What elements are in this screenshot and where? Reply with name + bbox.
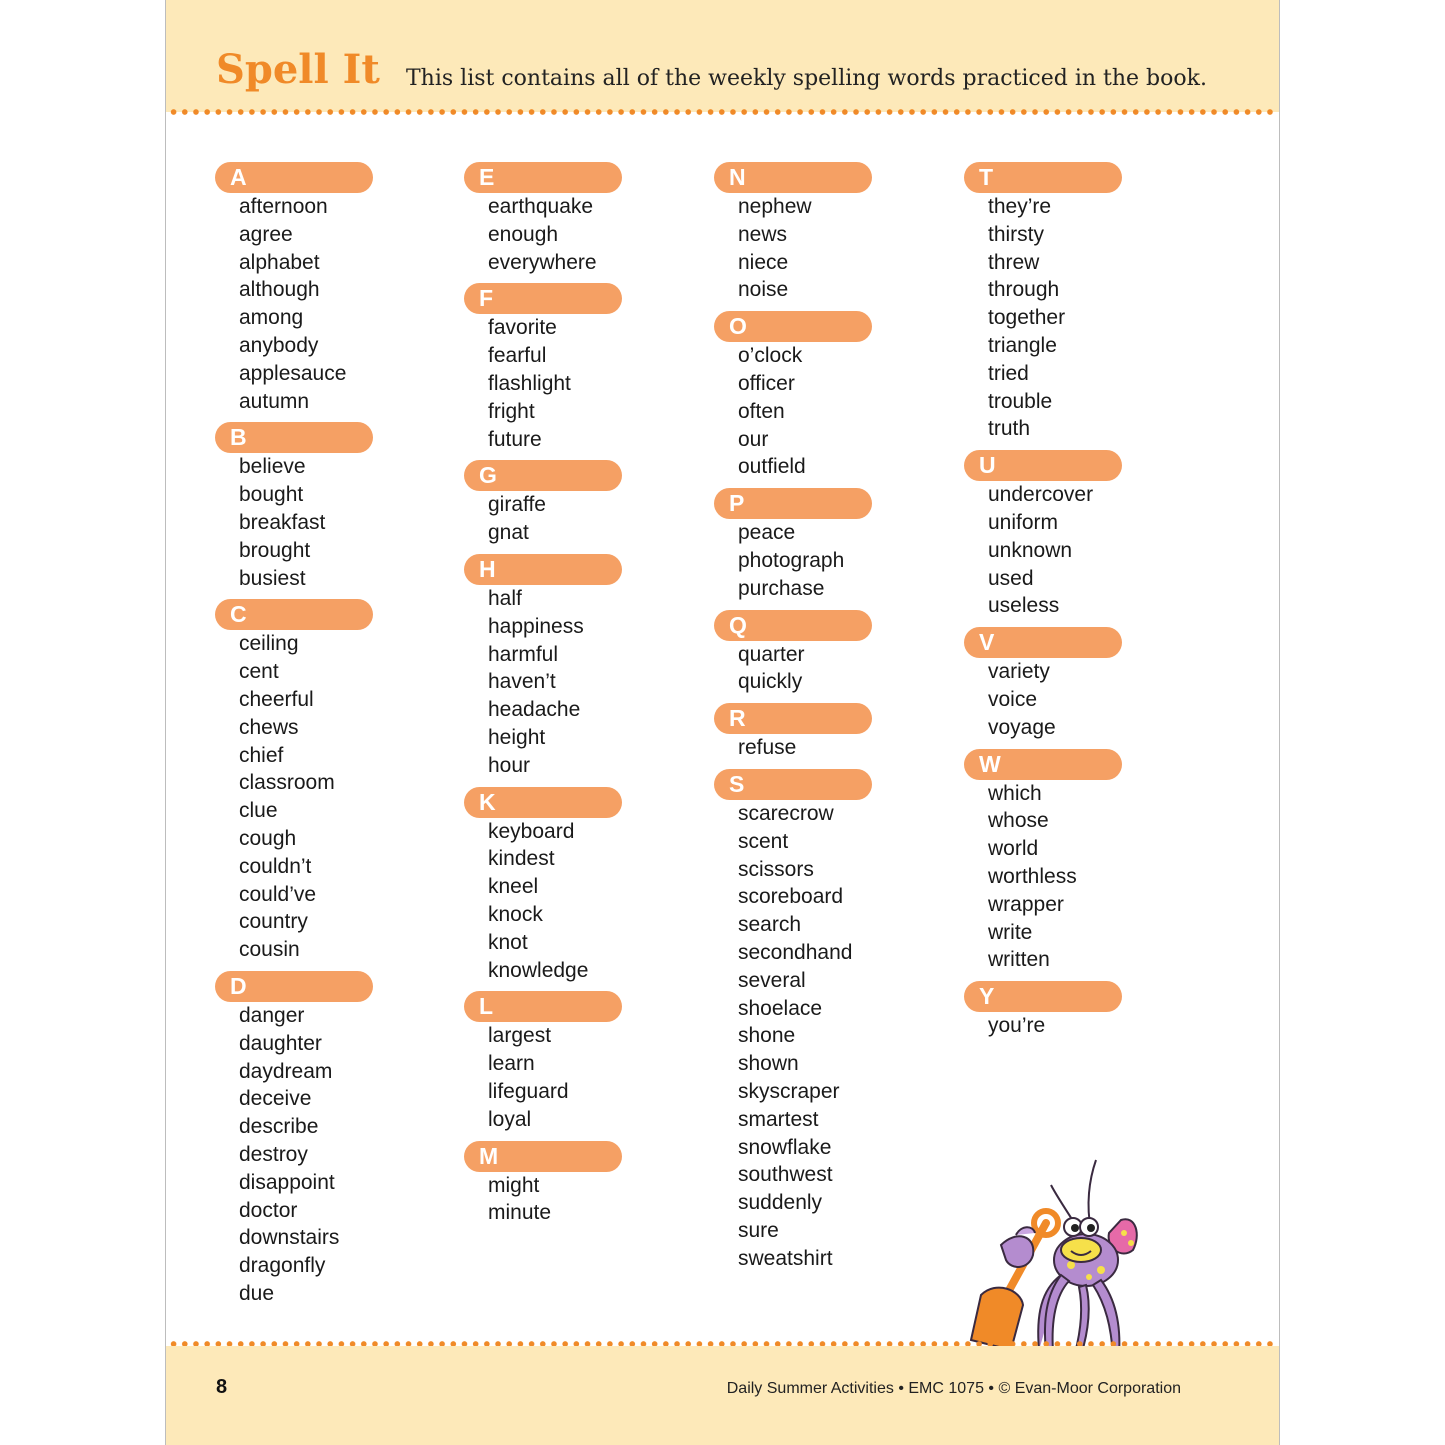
spelling-word: harmful — [488, 642, 559, 666]
spelling-word: world — [988, 837, 1039, 861]
spelling-word: clue — [239, 799, 278, 823]
spelling-word: written — [988, 948, 1050, 972]
word-list — [964, 658, 1204, 741]
letter-group-f — [464, 283, 704, 453]
word-list — [964, 481, 1204, 620]
spelling-word: happiness — [488, 614, 584, 638]
spelling-word: danger — [239, 1003, 305, 1027]
word-list — [964, 193, 1204, 443]
spelling-word: outfield — [738, 455, 806, 479]
spelling-word: fright — [488, 399, 535, 423]
spelling-word: skyscraper — [738, 1079, 840, 1103]
letter-header: H — [464, 554, 622, 585]
hermit-crab-illustration — [961, 1155, 1171, 1365]
spelling-word: couldn’t — [239, 854, 312, 878]
spelling-word: cousin — [239, 938, 300, 962]
spelling-word: downstairs — [239, 1226, 340, 1250]
spelling-word: write — [988, 920, 1033, 944]
spelling-word: earthquake — [488, 195, 594, 218]
spelling-word: o’clock — [738, 344, 803, 368]
spelling-word: news — [738, 222, 788, 246]
letter-group-t — [964, 162, 1204, 443]
spelling-word: could’ve — [239, 882, 317, 906]
spelling-word: shone — [738, 1024, 796, 1048]
letter-group-l — [464, 991, 704, 1133]
spelling-word: learn — [488, 1052, 535, 1076]
word-column-1 — [215, 162, 455, 1315]
page-number: 8 — [216, 1376, 228, 1398]
spelling-word: enough — [488, 222, 559, 246]
letter-group-g — [464, 460, 704, 547]
spelling-word: due — [239, 1281, 275, 1305]
spelling-word: quickly — [738, 670, 803, 694]
spelling-word: breakfast — [239, 510, 326, 534]
header-dotted-border — [168, 108, 1277, 116]
letter-header: P — [714, 488, 872, 519]
spelling-word: triangle — [988, 333, 1057, 357]
word-list — [964, 780, 1204, 975]
letter-header: Y — [964, 981, 1122, 1012]
spelling-word: cough — [239, 826, 297, 850]
spelling-word: threw — [988, 250, 1040, 274]
letter-group-s — [714, 769, 954, 1273]
spelling-word: quarter — [738, 642, 805, 666]
letter-header: K — [464, 787, 622, 818]
spelling-word: sweatshirt — [738, 1246, 833, 1270]
spelling-word: disappoint — [239, 1170, 335, 1194]
spelling-word: voyage — [988, 715, 1056, 739]
spelling-word: largest — [488, 1024, 552, 1048]
spelling-word: destroy — [239, 1142, 308, 1166]
word-list — [464, 818, 704, 985]
letter-group-h — [464, 554, 704, 780]
letter-header: F — [464, 283, 622, 314]
letter-group-m — [464, 1141, 704, 1228]
worksheet-page — [165, 0, 1280, 1445]
spelling-word: future — [488, 427, 542, 451]
spelling-word: dragonfly — [239, 1254, 326, 1278]
spelling-word: ceiling — [239, 632, 299, 656]
header-band — [166, 0, 1279, 112]
spelling-word: photograph — [738, 548, 845, 572]
spelling-word: undercover — [988, 483, 1094, 507]
spelling-word: might — [488, 1173, 540, 1197]
word-list — [464, 585, 704, 780]
page-title: Spell It — [216, 46, 380, 93]
word-column-4 — [964, 162, 1204, 1047]
letter-group-e — [464, 162, 704, 276]
letter-group-w — [964, 749, 1204, 975]
spelling-word: daydream — [239, 1059, 333, 1083]
spelling-word: keyboard — [488, 819, 575, 843]
spelling-word: whose — [988, 809, 1049, 833]
spelling-word: knot — [488, 930, 528, 954]
spelling-word: truth — [988, 417, 1031, 441]
word-column-3 — [714, 162, 954, 1280]
spelling-word: cent — [239, 660, 279, 684]
spelling-word: classroom — [239, 771, 335, 795]
spelling-word: kindest — [488, 847, 555, 871]
letter-group-v — [964, 627, 1204, 741]
spelling-word: often — [738, 399, 785, 423]
word-list — [215, 453, 455, 592]
spelling-word: used — [988, 566, 1034, 590]
spelling-word: alphabet — [239, 250, 320, 274]
word-list — [464, 1172, 704, 1228]
spelling-word: minute — [488, 1201, 552, 1225]
letter-group-y — [964, 981, 1204, 1040]
word-list — [964, 1012, 1204, 1040]
spelling-word: scent — [738, 829, 789, 853]
spelling-word: scoreboard — [738, 885, 844, 909]
spelling-word: nephew — [738, 195, 812, 218]
letter-header: V — [964, 627, 1122, 658]
spelling-word: believe — [239, 455, 306, 479]
spelling-word: they’re — [988, 195, 1052, 218]
spelling-word: purchase — [738, 576, 825, 600]
spelling-word: snowflake — [738, 1135, 832, 1159]
spelling-word: you’re — [988, 1014, 1046, 1038]
spelling-word: wrapper — [988, 892, 1064, 916]
letter-group-b — [215, 422, 455, 592]
spelling-word: unknown — [988, 538, 1073, 562]
letter-group-u — [964, 450, 1204, 620]
word-list — [464, 314, 704, 453]
spelling-word: peace — [738, 521, 796, 545]
letter-header: G — [464, 460, 622, 491]
spelling-word: chews — [239, 715, 299, 739]
spelling-word: sure — [738, 1218, 779, 1242]
word-list — [714, 342, 954, 481]
spelling-word: southwest — [738, 1163, 833, 1187]
spelling-word: bought — [239, 483, 304, 507]
spelling-word: cheerful — [239, 687, 314, 711]
letter-header: N — [714, 162, 872, 193]
spelling-word: doctor — [239, 1198, 298, 1222]
spelling-word: agree — [239, 222, 293, 246]
spelling-word: lifeguard — [488, 1079, 569, 1103]
spelling-word: everywhere — [488, 250, 597, 274]
word-list — [464, 491, 704, 547]
letter-group-o — [714, 311, 954, 481]
footer-credit: Daily Summer Activities • EMC 1075 • © Evan-Moor Corporation — [726, 1380, 1181, 1397]
word-list — [215, 193, 455, 415]
spelling-word: among — [239, 306, 304, 330]
spelling-word: anybody — [239, 333, 319, 357]
spelling-word: our — [738, 427, 769, 451]
spelling-word: secondhand — [738, 940, 853, 964]
spelling-word: scarecrow — [738, 801, 834, 825]
word-list — [215, 630, 455, 964]
spelling-word: useless — [988, 594, 1060, 618]
letter-header: S — [714, 769, 872, 800]
letter-header: B — [215, 422, 373, 453]
word-list — [714, 734, 954, 762]
spelling-word: variety — [988, 660, 1050, 684]
spelling-word: knock — [488, 902, 543, 926]
spelling-word: haven’t — [488, 670, 556, 694]
spelling-word: smartest — [738, 1107, 819, 1131]
spelling-word: headache — [488, 698, 581, 722]
spelling-word: refuse — [738, 736, 797, 760]
word-list — [714, 519, 954, 602]
letter-header: O — [714, 311, 872, 342]
spelling-word: search — [738, 913, 802, 937]
spelling-word: gnat — [488, 521, 529, 545]
word-column-2 — [464, 162, 704, 1234]
spelling-word: hour — [488, 753, 531, 777]
spelling-word: officer — [738, 371, 795, 395]
spelling-word: deceive — [239, 1087, 312, 1111]
letter-header: C — [215, 599, 373, 630]
spelling-word: half — [488, 586, 522, 610]
letter-header: A — [215, 162, 373, 193]
spelling-word: favorite — [488, 316, 557, 340]
spelling-word: flashlight — [488, 371, 571, 395]
letter-group-q — [714, 610, 954, 697]
spelling-word: autumn — [239, 389, 310, 413]
spelling-word: which — [988, 781, 1042, 805]
letter-group-c — [215, 599, 455, 964]
spelling-word: busiest — [239, 566, 306, 590]
letter-header: T — [964, 162, 1122, 193]
letter-header: M — [464, 1141, 622, 1172]
spelling-word: applesauce — [239, 361, 347, 385]
word-list — [464, 1022, 704, 1133]
word-list — [215, 1002, 455, 1308]
spelling-word: niece — [738, 250, 789, 274]
letter-header: D — [215, 971, 373, 1002]
letter-header: E — [464, 162, 622, 193]
spelling-word: afternoon — [239, 195, 328, 218]
spelling-word: brought — [239, 538, 311, 562]
word-list — [714, 800, 954, 1273]
spelling-word: loyal — [488, 1107, 532, 1131]
spelling-word: through — [988, 278, 1060, 302]
spelling-word: daughter — [239, 1031, 322, 1055]
spelling-word: worthless — [988, 864, 1077, 888]
letter-group-d — [215, 971, 455, 1308]
spelling-word: describe — [239, 1115, 319, 1139]
letter-header: R — [714, 703, 872, 734]
spelling-word: trouble — [988, 389, 1053, 413]
spelling-word: height — [488, 725, 546, 749]
word-list — [714, 193, 954, 304]
spelling-word: uniform — [988, 510, 1059, 534]
spelling-word: shoelace — [738, 996, 823, 1020]
spelling-word: kneel — [488, 875, 539, 899]
spelling-word: noise — [738, 278, 789, 302]
letter-header: Q — [714, 610, 872, 641]
letter-group-r — [714, 703, 954, 762]
letter-header: L — [464, 991, 622, 1022]
spelling-word: knowledge — [488, 958, 589, 982]
letter-header: W — [964, 749, 1122, 780]
word-list — [464, 193, 704, 276]
spelling-word: scissors — [738, 857, 814, 881]
spelling-word: shown — [738, 1052, 799, 1076]
spelling-word: several — [738, 968, 806, 992]
spelling-word: suddenly — [738, 1191, 823, 1215]
letter-group-k — [464, 787, 704, 985]
spelling-word: country — [239, 910, 308, 934]
spelling-word: although — [239, 278, 320, 302]
page-subtitle: This list contains all of the weekly spelling words practiced in the book. — [406, 66, 1207, 91]
spelling-word: thirsty — [988, 222, 1045, 246]
letter-header: U — [964, 450, 1122, 481]
letter-group-n — [714, 162, 954, 304]
spelling-word: giraffe — [488, 493, 546, 517]
spelling-word: voice — [988, 687, 1038, 711]
letter-group-p — [714, 488, 954, 602]
spelling-word: chief — [239, 743, 284, 767]
spelling-word: together — [988, 306, 1066, 330]
word-list — [714, 641, 954, 697]
spelling-word: fearful — [488, 344, 547, 368]
spelling-word: tried — [988, 361, 1029, 385]
letter-group-a — [215, 162, 455, 415]
